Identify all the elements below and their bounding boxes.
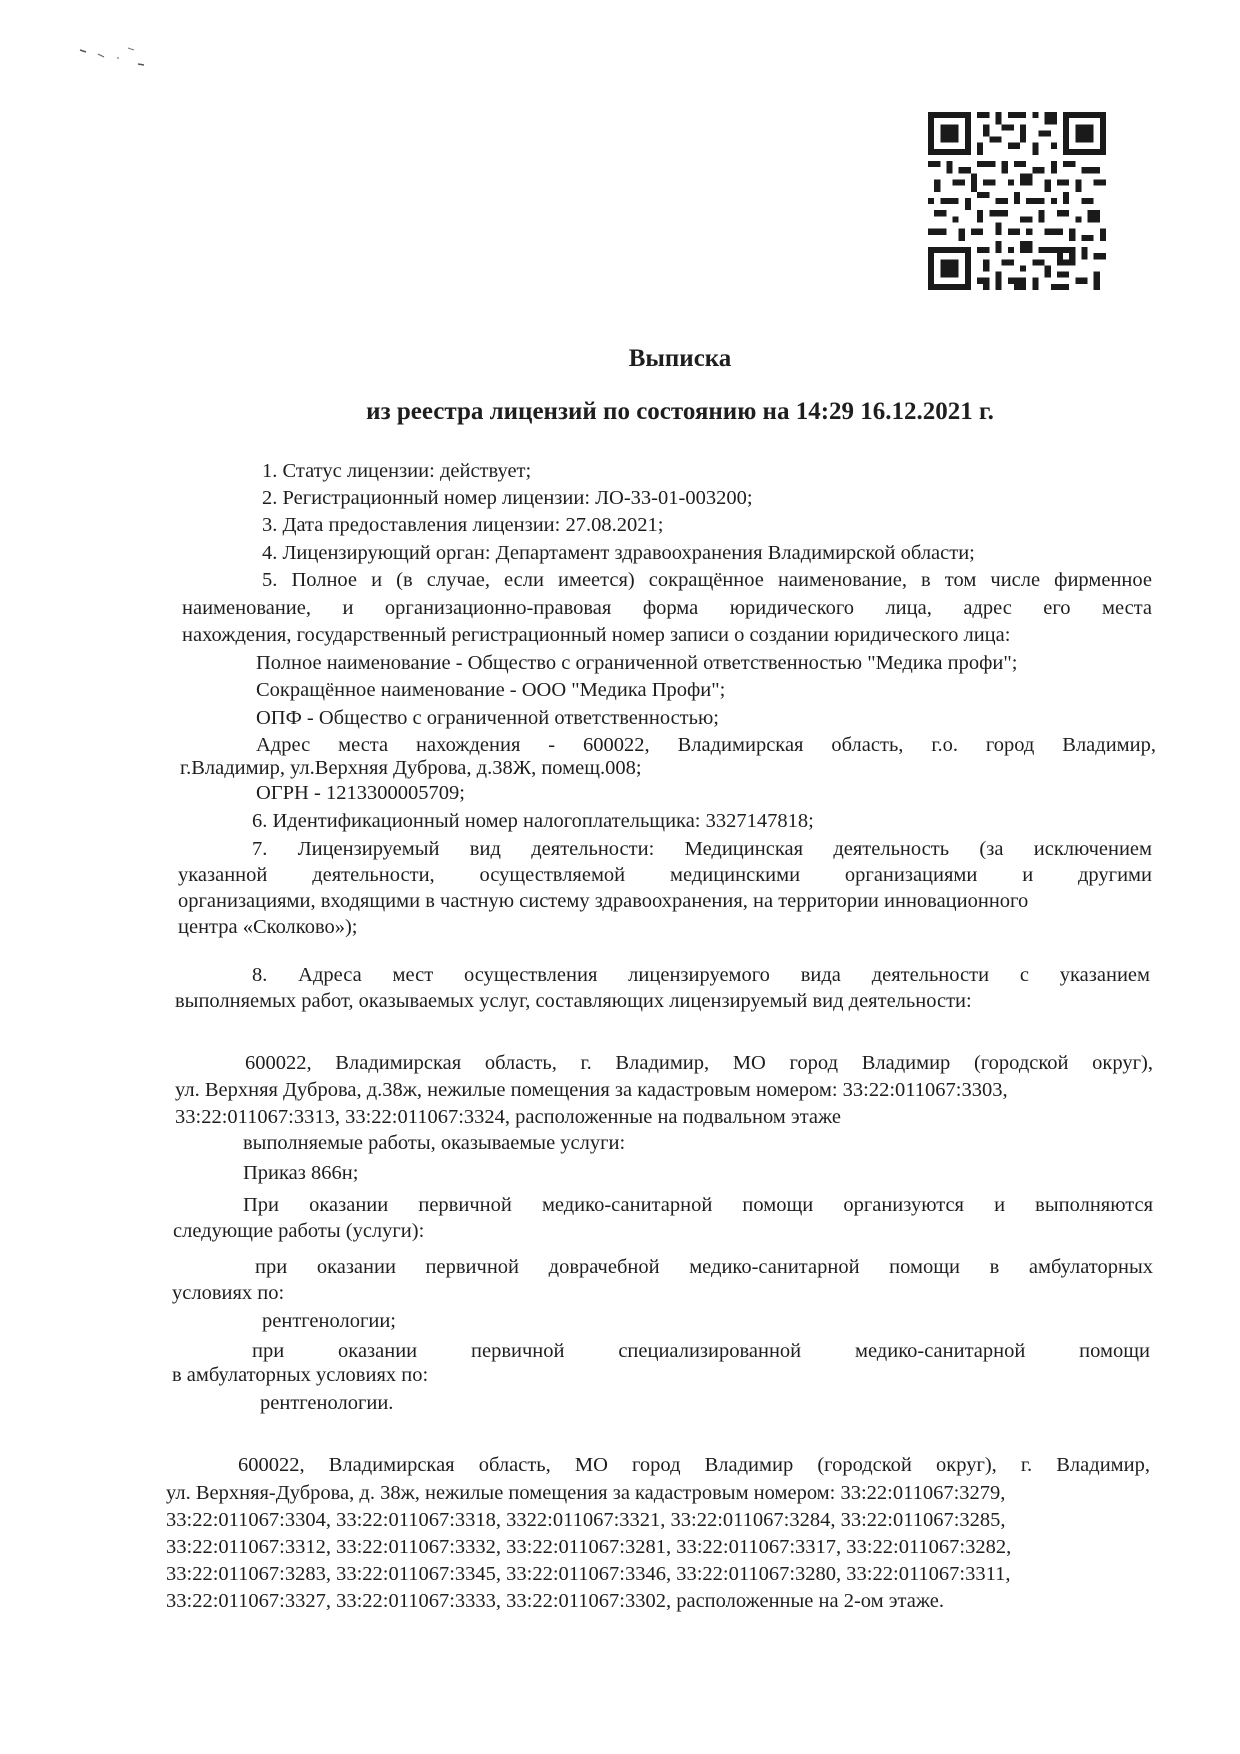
site1-order: Приказ 866н; [243,1162,359,1184]
site2-line3: 33:22:011067:3304, 33:22:011067:3318, 3322:011067:3321, 33:22:011067:3284, 33:22:011067:3285, [166,1509,1006,1531]
address-line2: г.Владимир, ул.Верхняя Дуброва, д.38Ж, помещ.008; [180,757,642,779]
item5-line2: наименование, и организационно-правовая форма юридического лица, адрес его места [182,597,1152,619]
site2-line4: 33:22:011067:3312, 33:22:011067:3332, 33:22:011067:3281, 33:22:011067:3317, 33:22:011067:3282, [166,1536,1012,1558]
item7-line3: организациями, входящими в частную систему здравоохранения, на территории инновационного [178,890,1029,912]
site1-spec-line1: при оказании первичной специализированной медико-санитарной помощи [252,1340,1150,1362]
site1-line2: ул. Верхняя Дуброва, д.38ж, нежилые помещения за кадастровым номером: 33:22:011067:3303, [175,1079,1008,1101]
site1-primary-line2: следующие работы (услуги): [173,1220,425,1242]
address-line1: Адрес места нахождения - 600022, Владимирская область, г.о. город Владимир, [256,734,1156,756]
item7-line1: 7. Лицензируемый вид деятельности: Медицинская деятельность (за исключением [252,838,1152,860]
site1-spec-line2: в амбулаторных условиях по: [172,1364,429,1386]
site2-line6: 33:22:011067:3327, 33:22:011067:3333, 33:22:011067:3302, расположенные на 2-ом этаже. [166,1590,944,1612]
site1-service1: рентгенологии; [262,1310,396,1332]
item5-line3: нахождения, государственный регистрационный номер записи о создании юридического лица: [182,624,1011,646]
ogrn: ОГРН - 1213300005709; [256,782,465,804]
site1-predoc-line2: условиях по: [172,1282,285,1304]
scan-marks [78,44,158,74]
item7-line4: центра «Сколково»); [178,916,358,938]
site2-line1: 600022, Владимирская область, МО город Владимир (городской округ), г. Владимир, [238,1454,1150,1476]
license-reg-number: 2. Регистрационный номер лицензии: ЛО-33-01-003200; [262,487,753,509]
item5-line1: 5. Полное и (в случае, если имеется) сокращённое наименование, в том числе фирменное [262,569,1152,591]
document-subtitle: из реестра лицензий по состоянию на 14:29 16.12.2021 г. [366,398,994,425]
item8-line1: 8. Адреса мест осуществления лицензируемого вида деятельности с указанием [252,964,1150,986]
site1-works-label: выполняемые работы, оказываемые услуги: [243,1132,626,1154]
site2-line5: 33:22:011067:3283, 33:22:011067:3345, 33:22:011067:3346, 33:22:011067:3280, 33:22:011067:3311, [166,1563,1011,1585]
item8-line2: выполняемых работ, оказываемых услуг, составляющих лицензируемый вид деятельности: [175,990,972,1012]
licensing-authority: 4. Лицензирующий орган: Департамент здравоохранения Владимирской области; [262,542,975,564]
site1-primary-line1: При оказании первичной медико-санитарной помощи организуются и выполняются [243,1194,1153,1216]
site2-line2: ул. Верхняя-Дуброва, д. 38ж, нежилые помещения за кадастровым номером: 33:22:011067:3279, [166,1482,1006,1504]
opf: ОПФ - Общество с ограниченной ответственностью; [256,707,719,729]
qr-code [928,112,1106,290]
full-name: Полное наименование - Общество с ограниченной ответственностью "Медика профи"; [256,652,1018,674]
document-title: Выписка [628,345,732,372]
item7-line2: указанной деятельности, осуществляемой медицинскими организациями и другими [178,864,1152,886]
license-grant-date: 3. Дата предоставления лицензии: 27.08.2021; [262,514,664,536]
site1-line1: 600022, Владимирская область, г. Владимир, МО город Владимир (городской округ), [245,1052,1153,1074]
site1-predoc-line1: при оказании первичной доврачебной медико-санитарной помощи в амбулаторных [255,1256,1153,1278]
inn: 6. Идентификационный номер налогоплательщика: 3327147818; [252,810,814,832]
license-status: 1. Статус лицензии: действует; [262,460,532,482]
site1-service2: рентгенологии. [260,1392,394,1414]
site1-line3: 33:22:011067:3313, 33:22:011067:3324, расположенные на подвальном этаже [175,1106,841,1128]
short-name: Сокращённое наименование - ООО "Медика Профи"; [256,679,726,701]
